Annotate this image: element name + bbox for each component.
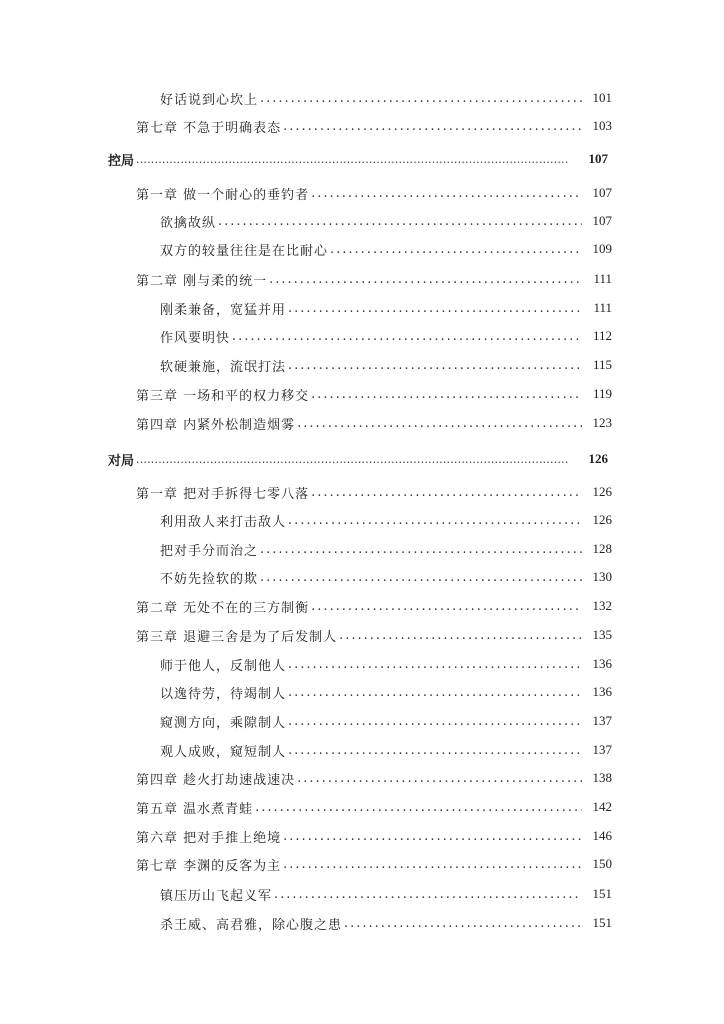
dot-leader (260, 91, 582, 106)
toc-entry-title: 第三章 一场和平的权力移交 (136, 388, 310, 404)
dot-leader (260, 542, 582, 557)
toc-entry-page: 132 (592, 598, 612, 613)
toc-entry-page: 126 (592, 484, 612, 499)
dot-leader (283, 119, 582, 134)
toc-entry-title: 以逸待劳，待竭制人 (160, 686, 287, 702)
dot-leader (269, 272, 582, 287)
toc-entry-page: 136 (592, 656, 612, 671)
toc-entry-title: 软硬兼施，流氓打法 (160, 359, 287, 375)
toc-entry-title: 不妨先捡软的欺 (160, 571, 259, 587)
toc-entry-page: 101 (592, 90, 612, 105)
dot-leader (288, 685, 582, 700)
toc-entry-title: 第二章 无处不在的三方制衡 (136, 600, 310, 616)
toc-entry-title: 对局 (108, 453, 135, 469)
toc-entry[interactable] (136, 823, 612, 849)
dot-leader (288, 513, 582, 528)
dot-leader (297, 416, 582, 431)
dot-leader (274, 887, 582, 902)
toc-entry-title: 观人成败，窥短制人 (160, 744, 287, 760)
dot-leader (255, 800, 582, 815)
toc-part-heading[interactable] (108, 146, 608, 172)
toc-entry-title: 作风要明快 (160, 330, 231, 346)
toc-entry[interactable] (136, 266, 612, 292)
toc-entry-page: 126 (592, 512, 612, 527)
toc-entry[interactable] (136, 180, 612, 206)
toc-entry-title: 第一章 做一个耐心的垂钓者 (136, 187, 310, 203)
toc-entry-title: 杀王威、高君雅，除心腹之患 (160, 917, 343, 933)
toc-entry-title: 第一章 把对手拆得七零八落 (136, 486, 310, 502)
toc-entry-title: 刚柔兼备，宽猛并用 (160, 302, 287, 318)
toc-entry[interactable] (136, 381, 612, 407)
toc-entry-title: 第七章 李渊的反客为主 (136, 858, 282, 874)
toc-entry-title: 师于他人，反制他人 (160, 658, 287, 674)
toc-entry[interactable] (136, 622, 612, 648)
toc-entry-page: 103 (592, 118, 612, 133)
toc-entry-page: 112 (592, 328, 612, 343)
toc-entry-page: 107 (592, 185, 612, 200)
toc-entry[interactable] (160, 295, 612, 321)
toc-entry-page: 130 (592, 569, 612, 584)
toc-entry[interactable] (136, 410, 612, 436)
toc-entry-page: 136 (592, 684, 612, 699)
dot-leader (136, 453, 568, 466)
dot-leader (288, 743, 582, 758)
dot-leader (339, 628, 582, 643)
toc-entry-title: 把对手分而治之 (160, 543, 259, 559)
toc-entry-page: 146 (592, 828, 612, 843)
toc-entry-page: 107 (588, 151, 608, 166)
toc-entry-page: 128 (592, 541, 612, 556)
dot-leader (288, 657, 582, 672)
toc-entry-page: 115 (592, 357, 612, 372)
dot-leader (288, 358, 582, 373)
toc-entry[interactable] (136, 593, 612, 619)
toc-entry-page: 151 (592, 886, 612, 901)
dot-leader (232, 329, 582, 344)
dot-leader (330, 242, 582, 257)
toc-entry[interactable] (160, 679, 612, 705)
toc-entry-page: 151 (592, 915, 612, 930)
toc-entry-title: 第四章 内紧外松制造烟雾 (136, 417, 296, 433)
toc-entry[interactable] (136, 794, 612, 820)
toc-entry-title: 好话说到心坎上 (160, 92, 259, 108)
toc-entry-page: 111 (593, 271, 612, 286)
toc-entry-page: 119 (592, 386, 612, 401)
toc-entry[interactable] (160, 208, 612, 234)
dot-leader (344, 916, 582, 931)
toc-entry[interactable] (160, 651, 612, 677)
toc-entry-page: 150 (592, 856, 612, 871)
toc-entry-page: 135 (592, 627, 612, 642)
toc-entry[interactable] (136, 765, 612, 791)
dot-leader (311, 599, 582, 614)
toc-entry-page: 109 (592, 241, 612, 256)
toc-entry-title: 第四章 趁火打劫速战速决 (136, 772, 296, 788)
dot-leader (283, 829, 582, 844)
toc-entry[interactable] (160, 910, 612, 936)
toc-entry[interactable] (160, 708, 612, 734)
dot-leader (283, 857, 582, 872)
toc-entry-title: 双方的较量往往是在比耐心 (160, 243, 329, 259)
toc-entry[interactable] (160, 536, 612, 562)
toc-entry[interactable] (160, 85, 612, 111)
toc-entry-title: 欲擒故纵 (160, 215, 217, 231)
toc-entry[interactable] (160, 881, 612, 907)
dot-leader (260, 570, 582, 585)
toc-entry-title: 窥测方向，乘隙制人 (160, 715, 287, 731)
toc-entry[interactable] (136, 113, 612, 139)
toc-entry-title: 第七章 不急于明确表态 (136, 120, 282, 136)
dot-leader (297, 771, 582, 786)
dot-leader (288, 714, 582, 729)
toc-entry[interactable] (160, 323, 612, 349)
toc-entry-title: 第六章 把对手推上绝境 (136, 830, 282, 846)
toc-entry-page: 137 (592, 742, 612, 757)
toc-entry[interactable] (136, 479, 612, 505)
toc-entry-page: 137 (592, 713, 612, 728)
toc-entry-page: 138 (592, 770, 612, 785)
toc-entry[interactable] (160, 352, 612, 378)
toc-entry[interactable] (160, 737, 612, 763)
toc-entry-title: 控局 (108, 153, 135, 169)
toc-entry-page: 142 (592, 799, 612, 814)
toc-entry-title: 第三章 退避三舍是为了后发制人 (136, 629, 338, 645)
toc-entry-page: 111 (593, 300, 612, 315)
dot-leader (136, 153, 568, 166)
dot-leader (311, 186, 582, 201)
toc-entry-title: 第二章 刚与柔的统一 (136, 273, 268, 289)
dot-leader (218, 214, 582, 229)
dot-leader (311, 387, 582, 402)
toc-entry-page: 126 (588, 451, 608, 466)
dot-leader (288, 301, 582, 316)
toc-entry-title: 第五章 温水煮青蛙 (136, 801, 254, 817)
dot-leader (311, 485, 582, 500)
toc-entry-page: 123 (592, 415, 612, 430)
toc-entry[interactable] (160, 564, 612, 590)
toc-entry-title: 利用敌人来打击敌人 (160, 514, 287, 530)
toc-entry-page: 107 (592, 213, 612, 228)
toc-entry[interactable] (160, 507, 612, 533)
toc-entry-title: 镇压历山飞起义军 (160, 888, 273, 904)
toc-entry[interactable] (160, 236, 612, 262)
toc-entry[interactable] (136, 851, 612, 877)
toc-part-heading[interactable] (108, 446, 608, 472)
